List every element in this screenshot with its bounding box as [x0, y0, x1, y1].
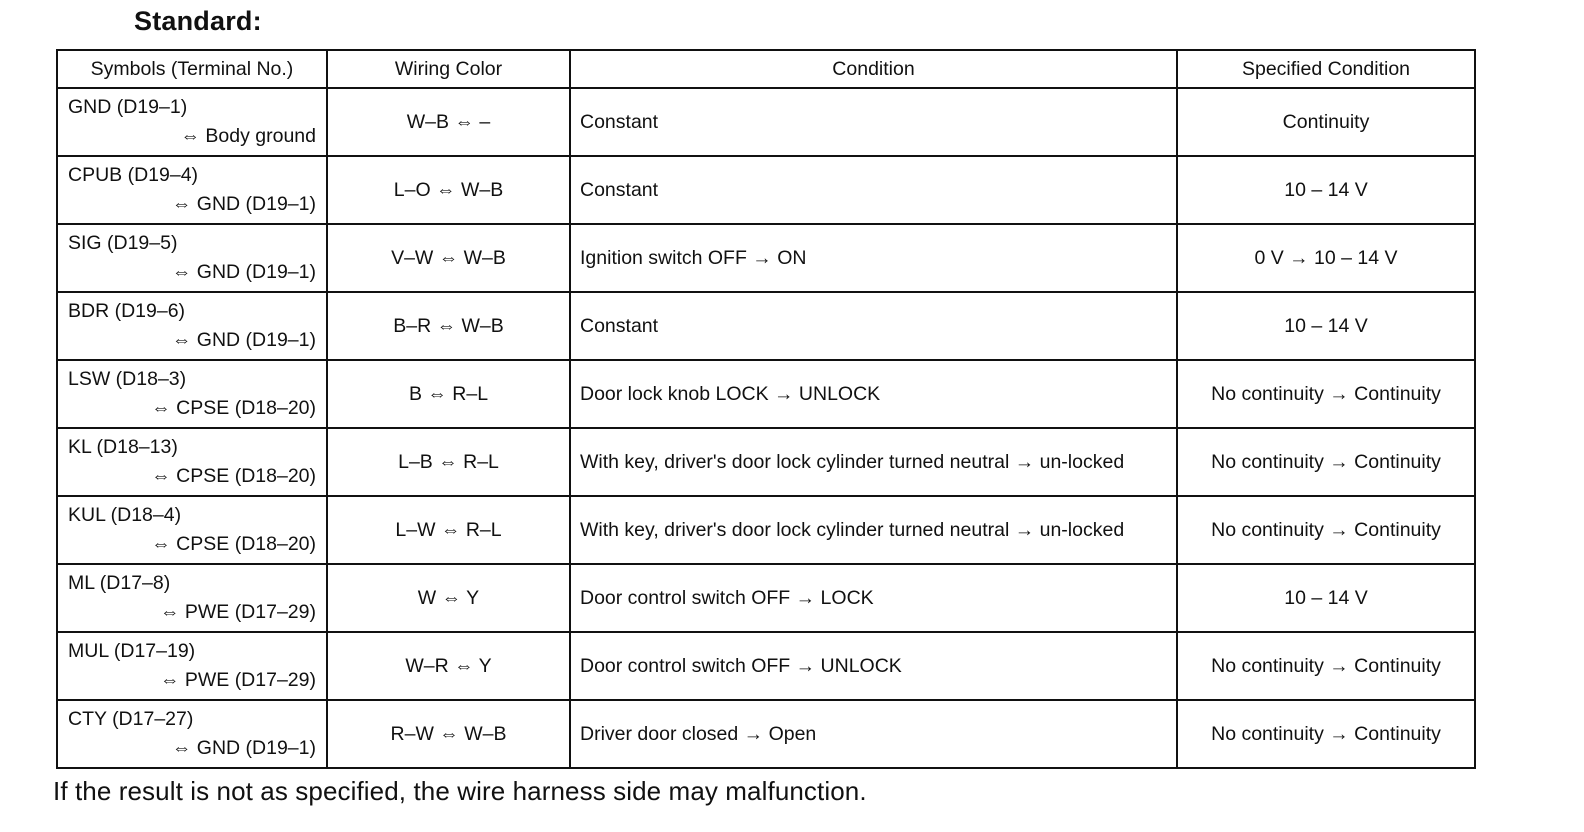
table-row — [57, 700, 1475, 768]
specification-table — [56, 49, 1476, 769]
specified-condition-cell: 10 – 14 V — [1177, 156, 1475, 224]
section-title: Standard: — [134, 6, 262, 36]
wiring-color-cell: W–B ⇔ – — [327, 88, 570, 156]
terminal-symbol: SIG (D19–5) — [68, 232, 178, 254]
table-row — [57, 496, 1475, 564]
wiring-color-cell: B ⇔ R–L — [327, 360, 570, 428]
specified-condition-cell: No continuity → Continuity — [1177, 700, 1475, 768]
wiring-color-cell: V–W ⇔ W–B — [327, 224, 570, 292]
symbol-cell — [57, 156, 327, 224]
header-wiring-color: Wiring Color — [327, 50, 570, 88]
header-specified-condition: Specified Condition — [1177, 50, 1475, 88]
wiring-color-cell: L–B ⇔ R–L — [327, 428, 570, 496]
table-row — [57, 292, 1475, 360]
terminal-symbol: GND (D19–1) — [68, 96, 188, 118]
table-row — [57, 564, 1475, 632]
terminal-connection: ⇔ GND (D19–1) — [171, 737, 316, 759]
specified-condition-cell: No continuity → Continuity — [1177, 496, 1475, 564]
specified-condition-cell: No continuity → Continuity — [1177, 632, 1475, 700]
specified-condition-cell: No continuity → Continuity — [1177, 360, 1475, 428]
symbol-cell — [57, 88, 327, 156]
condition-cell: Door control switch OFF → LOCK — [570, 564, 1177, 632]
table-row — [57, 632, 1475, 700]
terminal-symbol: CPUB (D19–4) — [68, 164, 199, 186]
terminal-connection: ⇔ GND (D19–1) — [171, 261, 316, 283]
condition-cell: Constant — [570, 292, 1177, 360]
terminal-symbol: KL (D18–13) — [68, 436, 178, 458]
wiring-color-cell: L–W ⇔ R–L — [327, 496, 570, 564]
specified-condition-cell: Continuity — [1177, 88, 1475, 156]
specified-condition-cell: 0 V → 10 – 14 V — [1177, 224, 1475, 292]
terminal-connection: ⇔ Body ground — [180, 125, 316, 147]
symbol-cell — [57, 292, 327, 360]
wiring-color-cell: B–R ⇔ W–B — [327, 292, 570, 360]
symbol-cell — [57, 496, 327, 564]
symbol-cell — [57, 700, 327, 768]
symbol-cell — [57, 360, 327, 428]
symbol-cell — [57, 564, 327, 632]
terminal-symbol: CTY (D17–27) — [68, 708, 194, 730]
wiring-color-cell: L–O ⇔ W–B — [327, 156, 570, 224]
terminal-connection: ⇔ PWE (D17–29) — [159, 601, 316, 623]
specified-condition-cell: 10 – 14 V — [1177, 292, 1475, 360]
header-condition: Condition — [570, 50, 1177, 88]
table-row — [57, 88, 1475, 156]
table-row — [57, 360, 1475, 428]
terminal-symbol: BDR (D19–6) — [68, 300, 186, 322]
wiring-color-cell: W–R ⇔ Y — [327, 632, 570, 700]
terminal-connection: ⇔ GND (D19–1) — [171, 329, 316, 351]
wiring-color-cell: R–W ⇔ W–B — [327, 700, 570, 768]
terminal-symbol: KUL (D18–4) — [68, 504, 182, 526]
condition-cell: With key, driver's door lock cylinder turned neutral → un-locked — [570, 496, 1177, 564]
condition-cell: Driver door closed → Open — [570, 700, 1177, 768]
table-row — [57, 428, 1475, 496]
terminal-connection: ⇔ CPSE (D18–20) — [151, 465, 316, 487]
terminal-connection: ⇔ CPSE (D18–20) — [151, 533, 316, 555]
terminal-connection: ⇔ CPSE (D18–20) — [151, 397, 316, 419]
table-row — [57, 224, 1475, 292]
specified-condition-cell: No continuity → Continuity — [1177, 428, 1475, 496]
terminal-connection: ⇔ PWE (D17–29) — [159, 669, 316, 691]
header-symbols: Symbols (Terminal No.) — [57, 50, 327, 88]
terminal-connection: ⇔ GND (D19–1) — [171, 193, 316, 215]
condition-cell: Door lock knob LOCK → UNLOCK — [570, 360, 1177, 428]
wiring-color-cell: W ⇔ Y — [327, 564, 570, 632]
symbol-cell — [57, 224, 327, 292]
terminal-symbol: MUL (D17–19) — [68, 640, 196, 662]
specified-condition-cell: 10 – 14 V — [1177, 564, 1475, 632]
terminal-symbol: LSW (D18–3) — [68, 368, 187, 390]
symbol-cell — [57, 632, 327, 700]
footer-note: If the result is not as specified, the wire harness side may malfunction. — [53, 776, 867, 806]
condition-cell: Constant — [570, 156, 1177, 224]
condition-cell: With key, driver's door lock cylinder turned neutral → un-locked — [570, 428, 1177, 496]
condition-cell: Constant — [570, 88, 1177, 156]
condition-cell: Door control switch OFF → UNLOCK — [570, 632, 1177, 700]
condition-cell: Ignition switch OFF → ON — [570, 224, 1177, 292]
terminal-symbol: ML (D17–8) — [68, 572, 171, 594]
table-header-row — [57, 50, 1475, 88]
table-row — [57, 156, 1475, 224]
symbol-cell — [57, 428, 327, 496]
table-body — [57, 88, 1475, 768]
